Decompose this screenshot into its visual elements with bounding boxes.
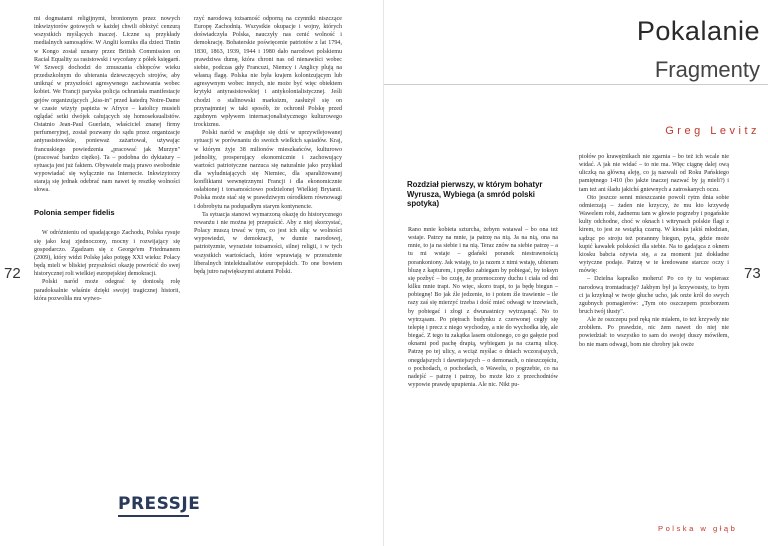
paragraph: rzyć narodową tożsamość odporną na czynniki niszczące Europę Zachodnią. Wszystkie okupacje i wojny, których doświadczyła Polska, nauczyły nas cenić wolność i demokrację. Bohaterskie poświęcenie patriotów z lat 1794, 1830, 1863, 1939, 1944 i 1980 dało narodowi polskiemu prawdziwa dumę, która chroni nas od nienawiści wobec siebie, podczas gdy Francuzi, Niemcy i Anglicy plują na własną flagę. Polska nie była krajem kolonizującym lub agresywnym wobec innych, nie może być więc obiektem krytyki antyrasistowskiej i antykolonialistycznej. Jeśli chodzi o stalinowski marksizm, zasłużył się on przynajmniej w taki sposób, że ochronił Polskę przed zgubnym wpływem internacjonalistycznego kulturowego trockizmu. <box>194 16 342 129</box>
right-column-2 <box>579 153 729 349</box>
paragraph: mi dogmatami religijnymi, bronionym przez nowych inkwizytorów gotowych w każdej chwili obłożyć cenzurą wszystkich myślących inaczej. Liczne są przykłady medialnych samosądów. W Anglii komiks dla dzieci Tintin w Kongo został uznany przez British Commission on Racial Equality za rasistowski i wycofany z półek księgarń. W Szwecji dochodzi do zmuszania chłopców wieku przedszkolnym do ubierania dziewczęcych strojów, aby uniknąć w przyszłości agresywnego zachowania wobec kobiet. We Francji paryska policja ochraniała manifestacje gejów organizujących „kiss-in" przed katedrą Notre-Dame w czasie wizyty papieża w Afryce – katolicy musieli oglądać setki dwójek całujących się homoseksualistów. Ostatnio Jean-Paul Guerlain, właściciel znanej firmy perfumeryjnej, został pozwany do sądu przez organizacje antyrasistowskie, ponieważ zażartował, używając francuskiego powiedzenia „pracować jak Murzyn" (pracować bardzo ciężko). Ta – podobna do dyktatury – sytuacja jest już faktem. Obywatele mają prawo swobodnie wypowiadać się wyłącznie na Internecie. Inkwizytorzy starają się jednak odebrać nam nawet tę resztkę wolności słowa. <box>34 16 180 194</box>
continued-label: Polska w głąb <box>658 524 738 533</box>
header-divider <box>384 84 768 85</box>
paragraph: Oto jeszcze senni mieszczanie powoli rytm dnia sobie odmierzają – żaden nie krzyczy, że mu kto krzywdę Wawelem robi, żadnemu tam w głowie pogrzeby i pogańskie kulty odchodne, choć w oknach i witrynach polskie flagi z kirem, to jest ze wstążką czarną. W kiosku jakiś młodzian, sądząc po stroju też porannny biegun, pyta, gdzie może kupić kawałek polskości dla siebie. Na to gadająca z oknem kiosku babcia ożywia się, a za moment już dokładne wytyczne podaje. Patrzę w te kredowane starcze oczy i mówię: <box>579 194 729 275</box>
right-column-1 <box>408 226 558 389</box>
article-title: Pokalanie <box>636 16 760 46</box>
logo-underline <box>118 515 189 517</box>
author-name: Greg Levitz <box>665 125 760 137</box>
pressje-logo <box>118 494 200 517</box>
page-number-right: 73 <box>744 265 761 282</box>
left-column-1 <box>34 15 180 303</box>
paragraph: Polski naród może odegrać tę doniosłą rolę paradoksalnie właśnie dzięki swojej tragicznej historii, która pozwoliła mu wytwo- <box>34 279 180 302</box>
paragraph: W odróżnieniu od upadającego Zachodu, Polska rysuje się jako kraj zjednoczony, mocny i rozwijający się gospodarczo. Zgadzam się z George'em Friedmanem (2009), który widzi Polskę jako potęgę XXI wieku: Polacy będą mieli w bliskiej przyszłości okazję powrócić do swej historycznej roli wielkiej europejskiej demokracji. <box>34 230 180 278</box>
paragraph: piołów po krawężnikach nie zgarnia – bo też ich wcale nie widać. A jak nie widać – to nie ma. Więc ciągnę dalej ową uliczką na główną aleję, co ją nazwali od Roku Pańskiego pamiętnego 1410 (bo jakże inaczej nazwać by ją mieli?) i tam też ani śladu jakichś gniewnych a zatroskanych oczu. <box>579 154 729 193</box>
paragraph: Ta sytuacja stanowi wymarzoną okazję do historycznego rewanżu i nie można jej przepuścić. Aby z niej skorzystać, Polacy muszą trwać w tym, co jest ich siłą: w wolności wypowiedzi, w demokracji, w dumie narodowej, patriotyzmie, wyraziste tożsamości, silnej religii, i w tych wszystkich wartościach, które wprawiają w przerażenie liberalnych intelektualistów europejskich. To one bowiem będą jutro największymi atutami Polski. <box>194 211 342 275</box>
title-block <box>560 16 760 83</box>
chapter-title: Rozdział pierwszy, w którym bohatyr Wyrusza, Wybiega (a smród polski spotyka) <box>407 180 543 208</box>
paragraph: – Dzielna kapralko moheru! Po co ty tu wspierasz narodową tromtadrację? Jakbym był ja krzywousty, to bym ci ja krzyknął w twoje głuche ucho, jak onże król do swych zgubnych pomagierów: „Tym oto oszczepem przeborzem bruch twój tłusty". <box>579 276 729 315</box>
section-heading: Polonia semper fidelis <box>34 208 115 218</box>
paragraph: Polski naród w znajduje się dziś w uprzywilejowanej sytuacji w porównaniu do swoich wielkich sąsiadów. Kraj, w którym żyje 38 milionów mieszkańców, kulturowo jednolity, prosperujący ekonomicznie i zachowujący wartości patriotyczne narzuca się naturalnie jako przykład dla wyludniających się Niemiec, dla sparaliżowanej konfliktami wewnętrznymi Francji i dla ekonomicznie osłabionej i torsamościowo podzielonej Wielkiej Brytanii. Polska może stać się w prawdziwym ośrodkiem równowagi i dobrobytu na podupadłym starym kontynencie. <box>194 130 342 210</box>
article-subtitle: Fragmenty <box>654 57 760 82</box>
page-number-left: 72 <box>4 265 21 282</box>
paragraph: Ale że oszczepu pod ręką nie miałem, to też krzywdy nie zrobiłem. Po prawdzie, nic żem nawet do niej nie powiedział: to wszystko to sam do swojej duszy mówiłem, bo nie mam odwagi, bom nie chrobry jak owże <box>579 317 729 348</box>
logo-text: PRESSJE <box>118 494 201 514</box>
book-spine <box>383 0 384 546</box>
left-column-2 <box>194 15 342 276</box>
paragraph: Rano mnie kobieta szturcha, żebym wstawał – bo ona też wstaje. Patrzy na mnie, ja patrzę na nią. Ja na nią, ona na mnie, to ja na siebie i na nią. Teraz znów na siebie patrzę – a tu mi wstaje – gdański poranek niestrawnością porankoniony. Jak wstaję, to ja razem z nimi wstaję, ubieram bluzę z kapturem, i prędko zabiegam by pobiegać, by toksyn się pozbyć – bo czuję, że przemoczony duchu i ciała od dni kilku mnie trapi. No więc, skoro trapi, to ja będę biegun – pobiegnę! Bo jak źle jedzenie, to i potem źle trawienie – ile razy zaś się mierzyć trzeba i dość mieć odwagi w trzewiach, by pobiegać i złogi z dwunastnicy wytrząsnąć. No to wytrząsam. Po piętrach budynku z czerwonej cegły się telepię i precz z niego wychodzę, a nie do wychodka idę, ale biegać. Z tego tu zakątka lasem otulonego, co go gałęzie pod oknami pod pachę drapią, wybiegam ja na czarną ulicę. Patrzę po tej ulicy, a wciąż myślac o dniach wczorajszych, onegdajszych i dawniejszych – o demonach, o nieszczęściu, o pochodach, o pochodach, o Wawelu, o pogrzebie, co na nadejść – patrzę i patrzę, bo może kto z przechodniów wypowie prawdę upupienia. Ale nic. Nikt pu- <box>408 227 558 388</box>
